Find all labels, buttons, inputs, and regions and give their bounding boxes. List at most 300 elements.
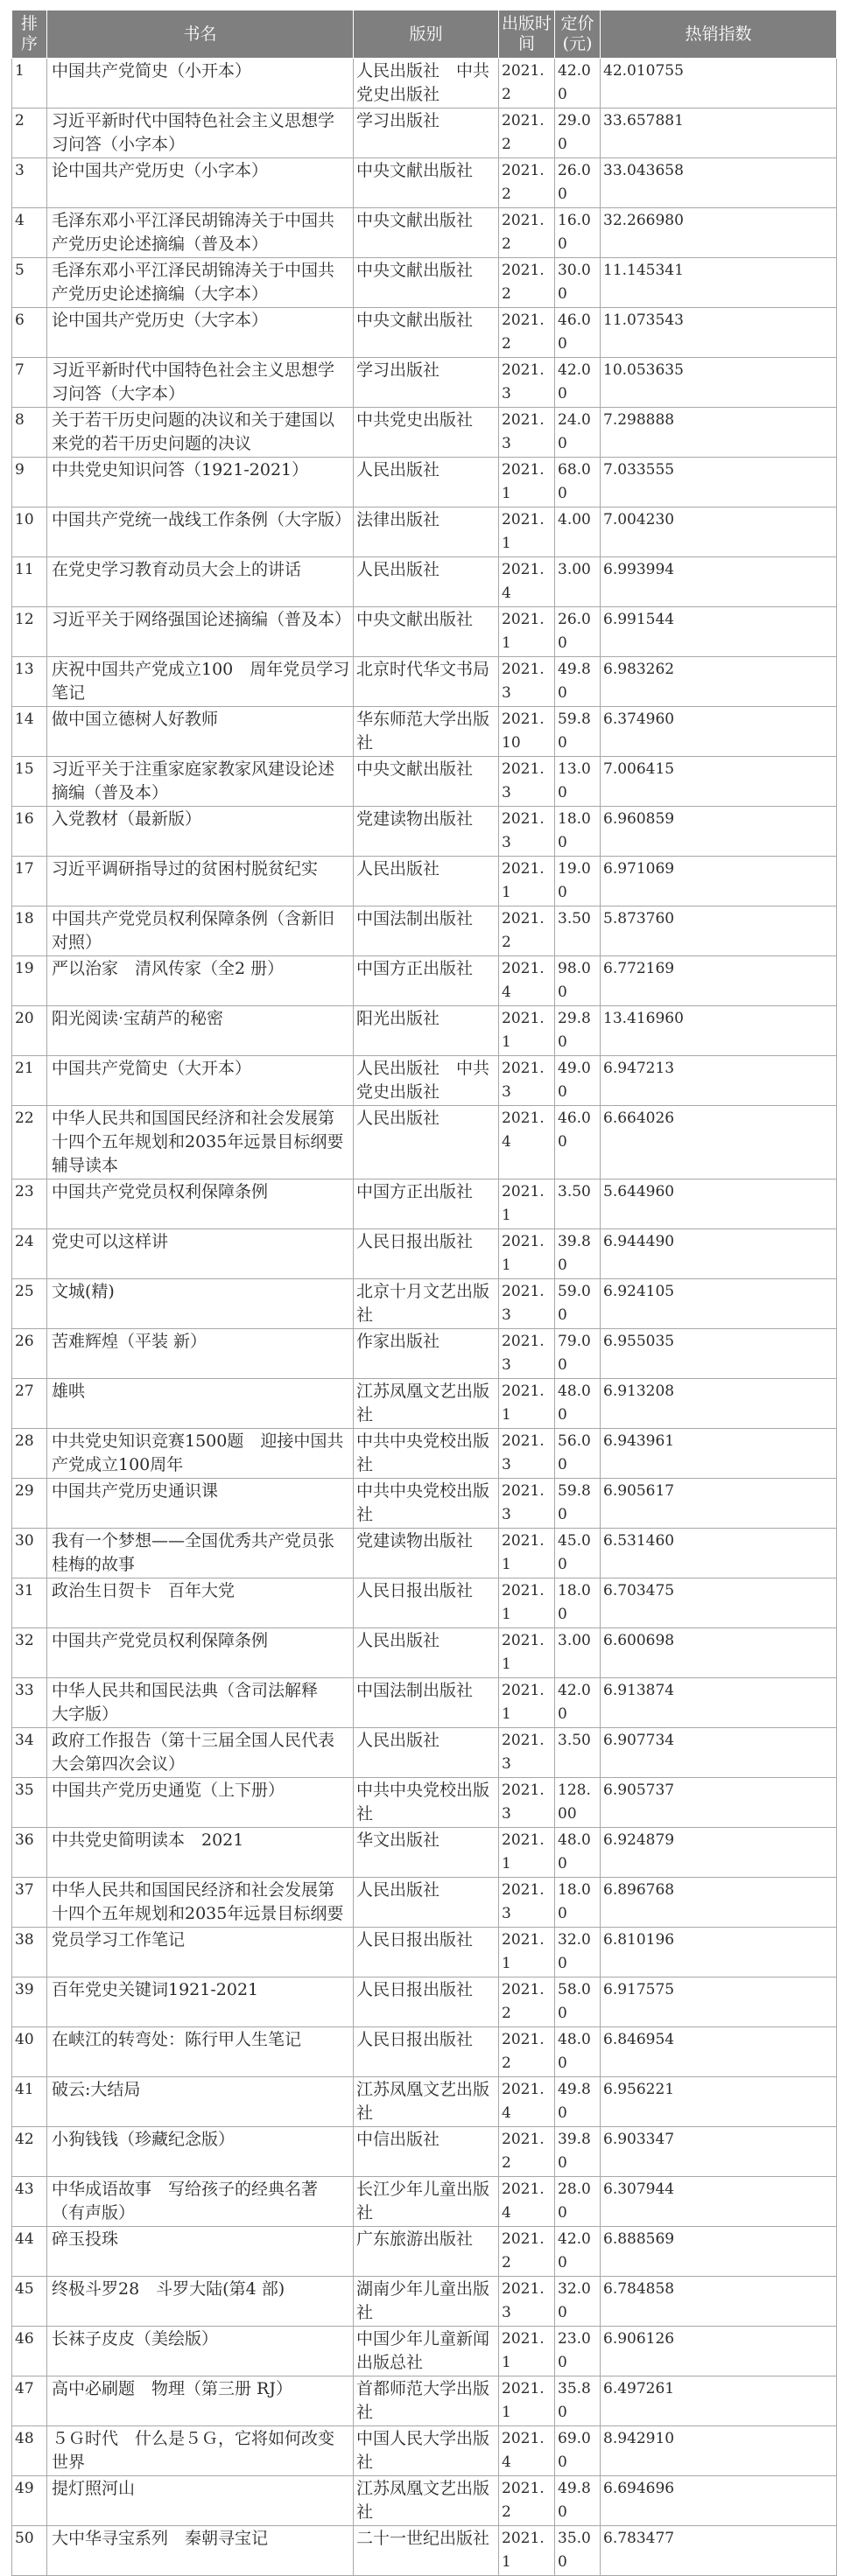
cell-price: 46.00 — [555, 1106, 601, 1180]
cell-price: 46.00 — [555, 308, 601, 358]
cell-index: 6.810196 — [601, 1928, 837, 1978]
cell-date: 2021.1 — [499, 1678, 555, 1728]
cell-rank: 31 — [12, 1578, 47, 1628]
cell-publisher: 人民出版社 — [354, 1728, 499, 1778]
cell-rank: 50 — [12, 2526, 47, 2576]
header-rank: 排序 — [12, 10, 47, 59]
table-row — [12, 1429, 837, 1479]
cell-date: 2021.1 — [499, 1628, 555, 1678]
cell-title: 中国共产党党员权利保障条例 — [47, 1180, 354, 1229]
cell-rank: 47 — [12, 2376, 47, 2426]
cell-index: 7.298888 — [601, 408, 837, 458]
cell-publisher: 人民日报出版社 — [354, 1229, 499, 1279]
cell-title: 中国共产党简史（大开本） — [47, 1056, 354, 1106]
cell-price: 3.00 — [555, 557, 601, 607]
cell-rank: 1 — [12, 59, 47, 108]
cell-price: 28.00 — [555, 2177, 601, 2227]
cell-date: 2021.2 — [499, 2227, 555, 2277]
cell-date: 2021.2 — [499, 208, 555, 258]
cell-title: 习近平新时代中国特色社会主义思想学习问答（小字本） — [47, 108, 354, 158]
cell-price: 49.80 — [555, 657, 601, 707]
cell-index: 6.924105 — [601, 1279, 837, 1329]
cell-publisher: 中央文献出版社 — [354, 607, 499, 657]
cell-date: 2021.3 — [499, 1056, 555, 1106]
table-row — [12, 2077, 837, 2127]
cell-index: 8.942910 — [601, 2426, 837, 2476]
cell-index: 11.145341 — [601, 258, 837, 308]
table-row — [12, 358, 837, 408]
table-row — [12, 1180, 837, 1229]
cell-price: 48.00 — [555, 2027, 601, 2077]
cell-title: ５Ｇ时代 什么是５Ｇ，它将如何改变世界 — [47, 2426, 354, 2476]
cell-rank: 38 — [12, 1928, 47, 1978]
cell-index: 6.903347 — [601, 2127, 837, 2177]
cell-date: 2021.4 — [499, 557, 555, 607]
cell-price: 45.00 — [555, 1529, 601, 1578]
cell-title: 文城(精) — [47, 1279, 354, 1329]
cell-title: 做中国立德树人好教师 — [47, 707, 354, 757]
cell-title: 习近平关于网络强国论述摘编（普及本） — [47, 607, 354, 657]
cell-title: 中国共产党历史通识课 — [47, 1479, 354, 1529]
table-row — [12, 108, 837, 158]
cell-price: 59.80 — [555, 707, 601, 757]
header-price: 定价(元) — [555, 10, 601, 59]
cell-index: 6.783477 — [601, 2526, 837, 2576]
cell-publisher: 人民出版社 中共党史出版社 — [354, 59, 499, 108]
cell-title: 严以治家 清风传家（全2 册） — [47, 956, 354, 1006]
cell-publisher: 中国法制出版社 — [354, 1678, 499, 1728]
cell-rank: 10 — [12, 508, 47, 557]
cell-publisher: 中国法制出版社 — [354, 906, 499, 956]
cell-price: 26.00 — [555, 607, 601, 657]
cell-title: 中共党史知识竞赛1500题 迎接中国共产党成立100周年 — [47, 1429, 354, 1479]
cell-rank: 28 — [12, 1429, 47, 1479]
cell-publisher: 广东旅游出版社 — [354, 2227, 499, 2277]
table-row — [12, 2277, 837, 2327]
cell-rank: 12 — [12, 607, 47, 657]
header-date: 出版时间 — [499, 10, 555, 59]
cell-publisher: 人民出版社 — [354, 1878, 499, 1928]
cell-index: 6.497261 — [601, 2376, 837, 2426]
cell-date: 2021.4 — [499, 956, 555, 1006]
table-row — [12, 1106, 837, 1180]
cell-date: 2021.2 — [499, 906, 555, 956]
table-row — [12, 557, 837, 607]
cell-price: 98.00 — [555, 956, 601, 1006]
cell-index: 6.784858 — [601, 2277, 837, 2327]
cell-publisher: 人民出版社 — [354, 857, 499, 906]
cell-date: 2021.1 — [499, 1229, 555, 1279]
cell-index: 6.906126 — [601, 2327, 837, 2376]
cell-title: 百年党史关键词1921-2021 — [47, 1978, 354, 2027]
cell-date: 2021.3 — [499, 1279, 555, 1329]
cell-index: 32.266980 — [601, 208, 837, 258]
cell-publisher: 学习出版社 — [354, 358, 499, 408]
cell-rank: 37 — [12, 1878, 47, 1928]
cell-publisher: 法律出版社 — [354, 508, 499, 557]
cell-publisher: 中央文献出版社 — [354, 757, 499, 807]
cell-date: 2021.1 — [499, 607, 555, 657]
cell-publisher: 北京十月文艺出版社 — [354, 1279, 499, 1329]
cell-title: 在党史学习教育动员大会上的讲话 — [47, 557, 354, 607]
cell-index: 6.943961 — [601, 1429, 837, 1479]
cell-index: 6.846954 — [601, 2027, 837, 2077]
cell-publisher: 学习出版社 — [354, 108, 499, 158]
cell-rank: 24 — [12, 1229, 47, 1279]
table-row — [12, 2426, 837, 2476]
table-row — [12, 757, 837, 807]
cell-rank: 27 — [12, 1379, 47, 1429]
cell-index: 6.971069 — [601, 857, 837, 906]
cell-title: 论中国共产党历史（小字本） — [47, 158, 354, 208]
cell-title: 中华人民共和国国民经济和社会发展第十四个五年规划和2035年远景目标纲要 — [47, 1878, 354, 1928]
cell-rank: 3 — [12, 158, 47, 208]
cell-date: 2021.4 — [499, 2077, 555, 2127]
cell-date: 2021.4 — [499, 2177, 555, 2227]
cell-price: 49.80 — [555, 2077, 601, 2127]
table-row — [12, 1329, 837, 1379]
table-row — [12, 2127, 837, 2177]
cell-publisher: 作家出版社 — [354, 1329, 499, 1379]
cell-title: 碎玉投珠 — [47, 2227, 354, 2277]
cell-rank: 45 — [12, 2277, 47, 2327]
table-body — [12, 59, 837, 2576]
cell-index: 6.600698 — [601, 1628, 837, 1678]
cell-date: 2021.1 — [499, 458, 555, 508]
cell-title: 习近平关于注重家庭家教家风建设论述摘编（普及本） — [47, 757, 354, 807]
cell-rank: 17 — [12, 857, 47, 906]
cell-title: 中共党史知识问答（1921-2021） — [47, 458, 354, 508]
table-row — [12, 258, 837, 308]
cell-date: 2021.2 — [499, 1978, 555, 2027]
cell-price: 4.00 — [555, 508, 601, 557]
cell-rank: 30 — [12, 1529, 47, 1578]
cell-index: 6.907734 — [601, 1728, 837, 1778]
cell-price: 35.80 — [555, 2376, 601, 2426]
cell-rank: 8 — [12, 408, 47, 458]
cell-publisher: 湖南少年儿童出版社 — [354, 2277, 499, 2327]
cell-price: 49.80 — [555, 2476, 601, 2526]
cell-date: 2021.3 — [499, 1329, 555, 1379]
cell-price: 79.00 — [555, 1329, 601, 1379]
cell-title: 终极斗罗28 斗罗大陆(第4 部) — [47, 2277, 354, 2327]
cell-rank: 2 — [12, 108, 47, 158]
cell-publisher: 人民出版社 中共党史出版社 — [354, 1056, 499, 1106]
cell-price: 29.80 — [555, 1006, 601, 1056]
cell-title: 长袜子皮皮（美绘版） — [47, 2327, 354, 2376]
cell-price: 42.00 — [555, 59, 601, 108]
table-row — [12, 158, 837, 208]
cell-title: 中国共产党简史（小开本） — [47, 59, 354, 108]
cell-publisher: 中共中央党校出版社 — [354, 1479, 499, 1529]
cell-index: 6.960859 — [601, 807, 837, 857]
table-row — [12, 956, 837, 1006]
table-row — [12, 1878, 837, 1928]
table-row — [12, 707, 837, 757]
cell-rank: 7 — [12, 358, 47, 408]
cell-date: 2021.1 — [499, 2327, 555, 2376]
cell-date: 2021.1 — [499, 1006, 555, 1056]
cell-title: 中共党史简明读本 2021 — [47, 1828, 354, 1878]
cell-date: 2021.3 — [499, 807, 555, 857]
cell-date: 2021.3 — [499, 358, 555, 408]
cell-publisher: 首都师范大学出版社 — [354, 2376, 499, 2426]
cell-price: 3.50 — [555, 1180, 601, 1229]
cell-title: 大中华寻宝系列 秦朝寻宝记 — [47, 2526, 354, 2576]
table-row — [12, 308, 837, 358]
cell-rank: 35 — [12, 1778, 47, 1828]
cell-rank: 15 — [12, 757, 47, 807]
cell-date: 2021.2 — [499, 158, 555, 208]
cell-title: 中国共产党党员权利保障条例（含新旧对照） — [47, 906, 354, 956]
cell-publisher: 长江少年儿童出版社 — [354, 2177, 499, 2227]
cell-publisher: 人民日报出版社 — [354, 2027, 499, 2077]
cell-date: 2021.4 — [499, 1106, 555, 1180]
cell-rank: 46 — [12, 2327, 47, 2376]
cell-price: 13.00 — [555, 757, 601, 807]
cell-index: 6.905617 — [601, 1479, 837, 1529]
table-row — [12, 59, 837, 108]
cell-title: 中国共产党统一战线工作条例（大字版） — [47, 508, 354, 557]
cell-date: 2021.3 — [499, 1429, 555, 1479]
table-row — [12, 1928, 837, 1978]
table-row — [12, 408, 837, 458]
cell-rank: 6 — [12, 308, 47, 358]
cell-publisher: 中国人民大学出版社 — [354, 2426, 499, 2476]
cell-rank: 22 — [12, 1106, 47, 1180]
cell-rank: 42 — [12, 2127, 47, 2177]
cell-date: 2021.2 — [499, 2027, 555, 2077]
header-title: 书名 — [47, 10, 354, 59]
cell-price: 35.00 — [555, 2526, 601, 2576]
cell-rank: 29 — [12, 1479, 47, 1529]
cell-date: 2021.3 — [499, 1479, 555, 1529]
cell-publisher: 中共党史出版社 — [354, 408, 499, 458]
cell-title: 中华人民共和国民法典（含司法解释 大字版） — [47, 1678, 354, 1728]
table-row — [12, 508, 837, 557]
cell-rank: 18 — [12, 906, 47, 956]
cell-title: 我有一个梦想——全国优秀共产党员张桂梅的故事 — [47, 1529, 354, 1578]
cell-index: 6.703475 — [601, 1578, 837, 1628]
cell-publisher: 人民日报出版社 — [354, 1928, 499, 1978]
cell-title: 小狗钱钱（珍藏纪念版） — [47, 2127, 354, 2177]
cell-publisher: 中央文献出版社 — [354, 258, 499, 308]
table-row — [12, 1578, 837, 1628]
cell-date: 2021.3 — [499, 1778, 555, 1828]
cell-index: 10.053635 — [601, 358, 837, 408]
cell-title: 习近平新时代中国特色社会主义思想学习问答（大字本） — [47, 358, 354, 408]
cell-publisher: 华文出版社 — [354, 1828, 499, 1878]
cell-publisher: 中国方正出版社 — [354, 956, 499, 1006]
cell-price: 29.00 — [555, 108, 601, 158]
cell-date: 2021.1 — [499, 1828, 555, 1878]
cell-price: 18.00 — [555, 807, 601, 857]
cell-date: 2021.1 — [499, 2526, 555, 2576]
table-row — [12, 458, 837, 508]
table-row — [12, 2227, 837, 2277]
cell-date: 2021.3 — [499, 2277, 555, 2327]
cell-publisher: 中信出版社 — [354, 2127, 499, 2177]
cell-index: 6.531460 — [601, 1529, 837, 1578]
cell-price: 59.00 — [555, 1279, 601, 1329]
cell-price: 30.00 — [555, 258, 601, 308]
cell-title: 毛泽东邓小平江泽民胡锦涛关于中国共产党历史论述摘编（普及本） — [47, 208, 354, 258]
cell-index: 6.993994 — [601, 557, 837, 607]
cell-price: 3.50 — [555, 906, 601, 956]
cell-publisher: 江苏凤凰文艺出版社 — [354, 2077, 499, 2127]
cell-rank: 14 — [12, 707, 47, 757]
cell-rank: 49 — [12, 2476, 47, 2526]
cell-publisher: 二十一世纪出版社 — [354, 2526, 499, 2576]
cell-index: 6.694696 — [601, 2476, 837, 2526]
cell-rank: 25 — [12, 1279, 47, 1329]
cell-index: 6.955035 — [601, 1329, 837, 1379]
cell-price: 68.00 — [555, 458, 601, 508]
cell-index: 5.644960 — [601, 1180, 837, 1229]
cell-rank: 5 — [12, 258, 47, 308]
cell-index: 33.043658 — [601, 158, 837, 208]
cell-title: 中国共产党党员权利保障条例 — [47, 1628, 354, 1678]
cell-title: 中国共产党历史通览（上下册） — [47, 1778, 354, 1828]
cell-title: 破云:大结局 — [47, 2077, 354, 2127]
cell-publisher: 江苏凤凰文艺出版社 — [354, 2476, 499, 2526]
cell-title: 习近平调研指导过的贫困村脱贫纪实 — [47, 857, 354, 906]
cell-price: 24.00 — [555, 408, 601, 458]
cell-index: 6.924879 — [601, 1828, 837, 1878]
cell-title: 论中国共产党历史（大字本） — [47, 308, 354, 358]
cell-index: 6.983262 — [601, 657, 837, 707]
cell-price: 32.00 — [555, 1928, 601, 1978]
table-row — [12, 657, 837, 707]
cell-rank: 9 — [12, 458, 47, 508]
cell-price: 18.00 — [555, 1878, 601, 1928]
cell-rank: 16 — [12, 807, 47, 857]
cell-index: 6.905737 — [601, 1778, 837, 1828]
cell-index: 6.374960 — [601, 707, 837, 757]
cell-index: 11.073543 — [601, 308, 837, 358]
cell-date: 2021.3 — [499, 757, 555, 807]
cell-index: 7.006415 — [601, 757, 837, 807]
table-row — [12, 2027, 837, 2077]
cell-publisher: 中国方正出版社 — [354, 1180, 499, 1229]
cell-date: 2021.3 — [499, 657, 555, 707]
cell-date: 2021.3 — [499, 1878, 555, 1928]
table-row — [12, 1229, 837, 1279]
cell-title: 提灯照河山 — [47, 2476, 354, 2526]
cell-price: 3.00 — [555, 1628, 601, 1678]
table-row — [12, 2526, 837, 2576]
cell-date: 2021.4 — [499, 2426, 555, 2476]
cell-publisher: 中央文献出版社 — [354, 308, 499, 358]
cell-date: 2021.1 — [499, 508, 555, 557]
bestseller-table — [11, 10, 837, 2576]
cell-title: 党员学习工作笔记 — [47, 1928, 354, 1978]
table-header-row — [12, 10, 837, 59]
cell-rank: 48 — [12, 2426, 47, 2476]
cell-price: 58.00 — [555, 1978, 601, 2027]
table-row — [12, 1279, 837, 1329]
cell-rank: 40 — [12, 2027, 47, 2077]
table-row — [12, 1006, 837, 1056]
cell-rank: 20 — [12, 1006, 47, 1056]
cell-rank: 32 — [12, 1628, 47, 1678]
cell-title: 政府工作报告（第十三届全国人民代表大会第四次会议） — [47, 1728, 354, 1778]
cell-price: 18.00 — [555, 1578, 601, 1628]
cell-publisher: 人民日报出版社 — [354, 1978, 499, 2027]
cell-publisher: 人民出版社 — [354, 557, 499, 607]
table-row — [12, 807, 837, 857]
cell-publisher: 中央文献出版社 — [354, 158, 499, 208]
cell-date: 2021.2 — [499, 2127, 555, 2177]
cell-rank: 43 — [12, 2177, 47, 2227]
cell-price: 128.00 — [555, 1778, 601, 1828]
cell-publisher: 华东师范大学出版社 — [354, 707, 499, 757]
cell-index: 7.033555 — [601, 458, 837, 508]
cell-publisher: 党建读物出版社 — [354, 807, 499, 857]
cell-index: 6.913208 — [601, 1379, 837, 1429]
cell-publisher: 北京时代华文书局 — [354, 657, 499, 707]
table-row — [12, 906, 837, 956]
cell-date: 2021.1 — [499, 1529, 555, 1578]
cell-price: 26.00 — [555, 158, 601, 208]
table-row — [12, 1628, 837, 1678]
table-row — [12, 1529, 837, 1578]
cell-date: 2021.1 — [499, 1928, 555, 1978]
cell-title: 中华成语故事 写给孩子的经典名著（有声版） — [47, 2177, 354, 2227]
cell-price: 23.00 — [555, 2327, 601, 2376]
cell-date: 2021.1 — [499, 2376, 555, 2426]
cell-publisher: 中共中央党校出版社 — [354, 1778, 499, 1828]
cell-title: 阳光阅读·宝葫芦的秘密 — [47, 1006, 354, 1056]
table-row — [12, 1828, 837, 1878]
cell-index: 42.010755 — [601, 59, 837, 108]
cell-rank: 26 — [12, 1329, 47, 1379]
table-row — [12, 857, 837, 906]
cell-index: 6.917575 — [601, 1978, 837, 2027]
cell-price: 48.00 — [555, 1379, 601, 1429]
cell-publisher: 人民日报出版社 — [354, 1578, 499, 1628]
cell-price: 48.00 — [555, 1828, 601, 1878]
cell-title: 毛泽东邓小平江泽民胡锦涛关于中国共产党历史论述摘编（大字本） — [47, 258, 354, 308]
cell-title: 政治生日贺卡 百年大党 — [47, 1578, 354, 1628]
cell-index: 7.004230 — [601, 508, 837, 557]
table-row — [12, 1728, 837, 1778]
cell-date: 2021.2 — [499, 2476, 555, 2526]
cell-title: 庆祝中国共产党成立100 周年党员学习笔记 — [47, 657, 354, 707]
cell-rank: 41 — [12, 2077, 47, 2127]
cell-title: 中华人民共和国国民经济和社会发展第十四个五年规划和2035年远景目标纲要辅导读本 — [47, 1106, 354, 1180]
cell-title: 苦难辉煌（平装 新） — [47, 1329, 354, 1379]
cell-date: 2021.1 — [499, 857, 555, 906]
cell-price: 69.00 — [555, 2426, 601, 2476]
cell-price: 3.50 — [555, 1728, 601, 1778]
cell-price: 42.00 — [555, 2227, 601, 2277]
cell-date: 2021.2 — [499, 108, 555, 158]
cell-rank: 23 — [12, 1180, 47, 1229]
cell-title: 雄哄 — [47, 1379, 354, 1429]
cell-publisher: 中共中央党校出版社 — [354, 1429, 499, 1479]
table-row — [12, 2177, 837, 2227]
table-row — [12, 1678, 837, 1728]
cell-index: 6.772169 — [601, 956, 837, 1006]
cell-index: 33.657881 — [601, 108, 837, 158]
cell-index: 6.896768 — [601, 1878, 837, 1928]
cell-price: 16.00 — [555, 208, 601, 258]
cell-rank: 19 — [12, 956, 47, 1006]
table-row — [12, 1978, 837, 2027]
cell-date: 2021.2 — [499, 59, 555, 108]
cell-date: 2021.3 — [499, 1728, 555, 1778]
